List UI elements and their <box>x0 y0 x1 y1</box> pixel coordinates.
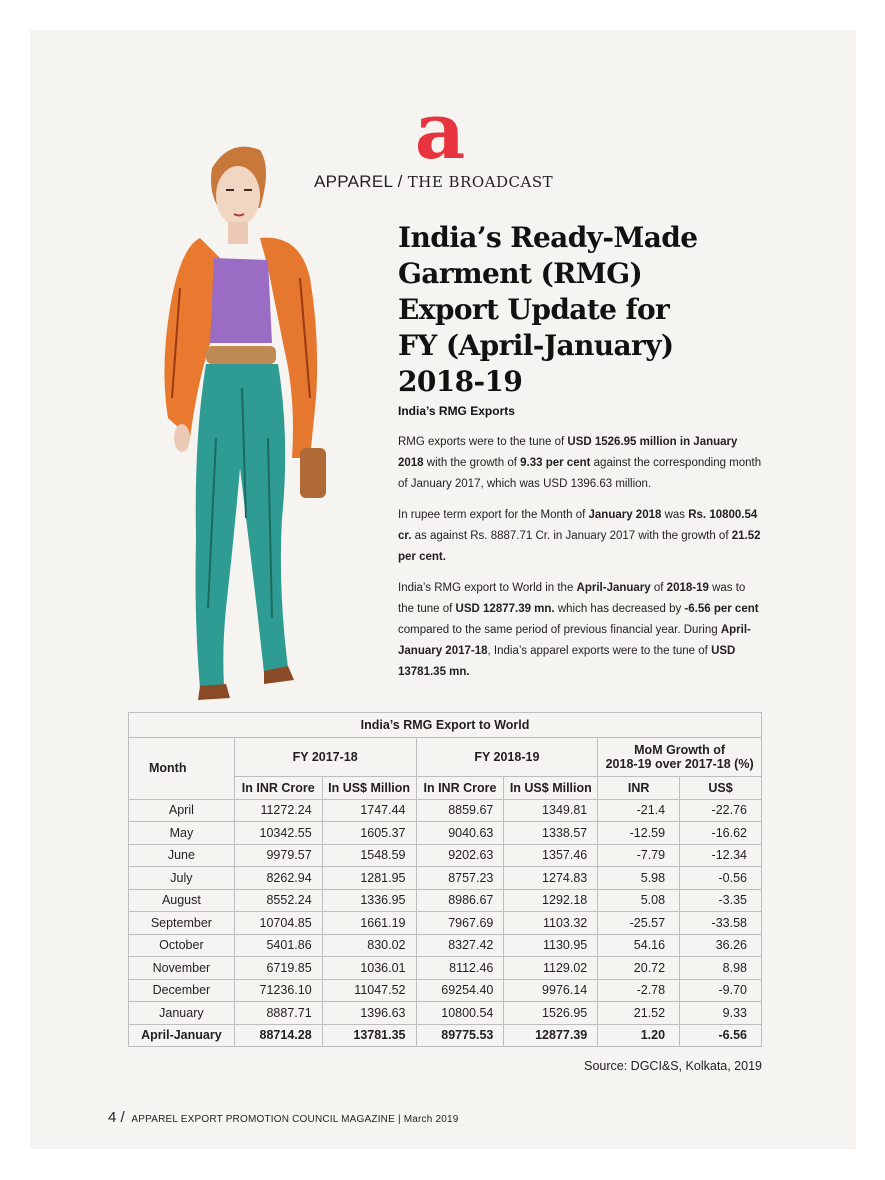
cell-month: December <box>129 979 235 1002</box>
inr-crore-header-1: In INR Crore <box>234 777 322 800</box>
article-subhead: India’s RMG Exports <box>398 404 515 418</box>
cell-inr1: 10704.85 <box>234 912 322 935</box>
table-row <box>129 912 762 935</box>
table-row <box>129 844 762 867</box>
cell-g_usd: -12.34 <box>680 844 762 867</box>
table-row <box>129 1002 762 1025</box>
cell-inr2: 9202.63 <box>416 844 504 867</box>
cell-usd1: 1036.01 <box>322 957 416 980</box>
cell-usd2: 1357.46 <box>504 844 598 867</box>
cell-inr2: 8327.42 <box>416 934 504 957</box>
cell-usd2: 1349.81 <box>504 799 598 822</box>
table-source: Source: DGCI&S, Kolkata, 2019 <box>584 1059 762 1073</box>
cell-g_inr: 20.72 <box>598 957 680 980</box>
cell-inr1: 71236.10 <box>234 979 322 1002</box>
cell-inr2: 8757.23 <box>416 867 504 890</box>
title-line-3: Export Update for <box>398 293 670 326</box>
cell-usd1: 1336.95 <box>322 889 416 912</box>
cell-usd2: 1526.95 <box>504 1002 598 1025</box>
cell-usd2: 1292.18 <box>504 889 598 912</box>
cell-month: July <box>129 867 235 890</box>
cell-month: January <box>129 1002 235 1025</box>
cell-usd1: 1605.37 <box>322 822 416 845</box>
table-row <box>129 889 762 912</box>
cell-usd1: 1661.19 <box>322 912 416 935</box>
cell-usd1: 11047.52 <box>322 979 416 1002</box>
cell-usd1: 830.02 <box>322 934 416 957</box>
table-caption: India’s RMG Export to World <box>129 713 762 738</box>
cell-usd1: 1281.95 <box>322 867 416 890</box>
cell-inr2: 69254.40 <box>416 979 504 1002</box>
cell-usd1: 1396.63 <box>322 1002 416 1025</box>
cell-g_inr: -25.57 <box>598 912 680 935</box>
cell-inr2: 8859.67 <box>416 799 504 822</box>
cell-usd2: 1338.57 <box>504 822 598 845</box>
footer-text: APPAREL EXPORT PROMOTION COUNCIL MAGAZINE | March 2019 <box>131 1114 459 1125</box>
cell-g_usd: 8.98 <box>680 957 762 980</box>
cell-inr2: 10800.54 <box>416 1002 504 1025</box>
cell-g_usd: 9.33 <box>680 1002 762 1025</box>
cell-inr1: 8552.24 <box>234 889 322 912</box>
page-footer <box>108 1109 459 1126</box>
cell-inr2: 7967.69 <box>416 912 504 935</box>
cell-inr2: 8986.67 <box>416 889 504 912</box>
fashion-model-illustration <box>160 138 375 708</box>
cell-g_inr: 5.98 <box>598 867 680 890</box>
article-title <box>398 220 758 400</box>
cell-g_usd: -0.56 <box>680 867 762 890</box>
cell-usd1: 1548.59 <box>322 844 416 867</box>
table-row <box>129 934 762 957</box>
inr-crore-header-2: In INR Crore <box>416 777 504 800</box>
cell-usd2: 1130.95 <box>504 934 598 957</box>
cell-month: September <box>129 912 235 935</box>
brand-apparel: APPAREL <box>314 172 393 191</box>
cell-inr1: 10342.55 <box>234 822 322 845</box>
cell-usd2: 1274.83 <box>504 867 598 890</box>
cell-inr1: 9979.57 <box>234 844 322 867</box>
cell-g_usd: -9.70 <box>680 979 762 1002</box>
cell-g_usd: -16.62 <box>680 822 762 845</box>
title-line-4: FY (April-January) <box>398 329 674 362</box>
cell-inr1: 11272.24 <box>234 799 322 822</box>
cell-g_usd: -22.76 <box>680 799 762 822</box>
table-row <box>129 957 762 980</box>
title-line-5: 2018-19 <box>398 365 523 398</box>
cell-inr2: 9040.63 <box>416 822 504 845</box>
paragraph-1: RMG exports were to the tune of USD 1526.95 million in January 2018 with the growth of 9.33 per cent against the corresponding month of January 2017, which was USD 1396.63 million. <box>398 436 762 490</box>
cell-usd2: 1103.32 <box>504 912 598 935</box>
paragraph-3: India’s RMG export to World in the April-January of 2018-19 was to the tune of USD 12877.39 mn. which has decreased by -6.56 per cent compared to the same period of previous financial year. During April-January 2017-18, India’s apparel exports were to the tune of USD 13781.35 mn. <box>398 582 759 678</box>
cell-month: May <box>129 822 235 845</box>
cell-g_inr: -2.78 <box>598 979 680 1002</box>
cell-inr1: 6719.85 <box>234 957 322 980</box>
cell-g_inr: 5.08 <box>598 889 680 912</box>
fy-2018-19-header: FY 2018-19 <box>416 738 598 777</box>
paragraph-2: In rupee term export for the Month of January 2018 was Rs. 10800.54 cr. as against Rs. 8887.71 Cr. in January 2017 with the growth of 21.52 per cent. <box>398 509 761 563</box>
cell-usd1: 1747.44 <box>322 799 416 822</box>
cell-inr1: 8262.94 <box>234 867 322 890</box>
usd-million-header-2: In US$ Million <box>504 777 598 800</box>
rmg-export-table <box>128 712 762 1047</box>
cell-inr1: 5401.86 <box>234 934 322 957</box>
table-row <box>129 799 762 822</box>
cell-month: April <box>129 799 235 822</box>
cell-g_usd: -3.35 <box>680 889 762 912</box>
fy-2017-18-header: FY 2017-18 <box>234 738 416 777</box>
cell-inr2: 8112.46 <box>416 957 504 980</box>
cell-g_usd: -33.58 <box>680 912 762 935</box>
cell-g_inr: 21.52 <box>598 1002 680 1025</box>
page-number: 4 <box>108 1109 117 1126</box>
table-row <box>129 867 762 890</box>
growth-usd-header: US$ <box>680 777 762 800</box>
cell-usd2: 1129.02 <box>504 957 598 980</box>
cell-g_inr: -21.4 <box>598 799 680 822</box>
cell-month: October <box>129 934 235 957</box>
footer-separator: / <box>120 1109 125 1126</box>
svg-text:a: a <box>414 96 466 166</box>
table-row <box>129 822 762 845</box>
cell-usd2: 9976.14 <box>504 979 598 1002</box>
brand-separator: / <box>397 172 403 191</box>
cell-g_inr: -12.59 <box>598 822 680 845</box>
cell-month: August <box>129 889 235 912</box>
brand-broadcast: THE BROADCAST <box>407 173 554 191</box>
cell-inr1: 8887.71 <box>234 1002 322 1025</box>
cell-g_inr: -7.79 <box>598 844 680 867</box>
cell-month: June <box>129 844 235 867</box>
apparel-logo-icon <box>405 96 475 166</box>
usd-million-header-1: In US$ Million <box>322 777 416 800</box>
month-header: Month <box>129 738 235 800</box>
article-body <box>398 432 763 693</box>
cell-month: November <box>129 957 235 980</box>
growth-header: MoM Growth of 2018-19 over 2017-18 (%) <box>598 738 762 777</box>
cell-g_inr: 54.16 <box>598 934 680 957</box>
title-line-2: Garment (RMG) <box>398 257 643 290</box>
growth-inr-header: INR <box>598 777 680 800</box>
total-row: April-January 88714.28 13781.35 89775.53 12877.39 1.20 -6.56 <box>129 1024 762 1047</box>
table-row <box>129 979 762 1002</box>
title-line-1: India’s Ready-Made <box>398 221 698 254</box>
cell-g_usd: 36.26 <box>680 934 762 957</box>
